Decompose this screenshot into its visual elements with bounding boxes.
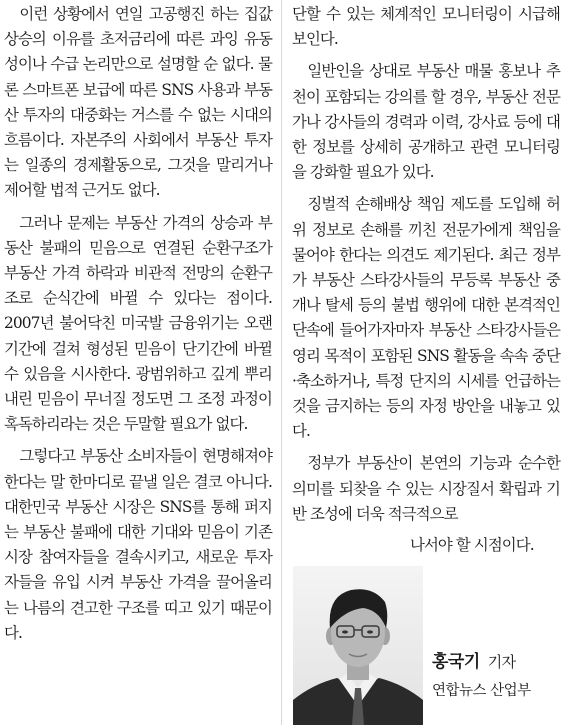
article-paragraph-continued: 단할 수 있는 체계적인 모니터링이 시급해 보인다. (292, 5, 560, 49)
reporter-name-row (432, 650, 572, 674)
reporter-photo (293, 566, 423, 725)
article-closing-line: 나서야 할 시점이다. (410, 536, 534, 554)
column-divider (281, 0, 282, 725)
article-paragraph: 그렇다고 부동산 소비자들이 현명해져야 한다는 말 한마디로 끝낼 일은 결코 아니다. 대한민국 부동산 시장은 SNS를 통해 퍼지는 부동산 불패에 대한 기대와 믿음이 기존 시장 참여자들을 결속시키고, 새로운 투자자들을 유입 시켜 부동산 가격을 끌어올리는 나름의 견고한 구조를 띠고 있기 때문이다. (4, 447, 272, 642)
reporter-name: 홍국기 (432, 652, 480, 672)
article-closing (410, 533, 560, 558)
article-column-left (4, 2, 272, 653)
article-paragraph: 정부가 부동산이 본연의 기능과 순수한 의미를 되찾을 수 있는 시장질서 확립과 기반 조성에 더욱 적극적으로 (292, 454, 560, 523)
article-column-right (292, 2, 560, 534)
reporter-department: 연합뉴스 산업부 (432, 683, 531, 699)
reporter-photo-image (293, 566, 423, 725)
article-paragraph: 그러나 문제는 부동산 가격의 상승과 부동산 불패의 믿음으로 연결된 순환구조가 부동산 가격 하락과 비관적 전망의 순환구조로 순식간에 바뀔 수 있다는 점이다. 2007년 불어닥친 미국발 금융위기는 오랜 기간에 걸쳐 형성된 믿음이 단기간에 바뀔 수 있음을 시사한다. 광범위하고 깊게 뿌리내린 믿음이 무너질 정도면 그 조정 과정이 혹독하리라는 것은 두말할 필요가 없다. (4, 213, 272, 434)
article-paragraph: 일반인을 상대로 부동산 매물 홍보나 추천이 포함되는 강의를 할 경우, 부동산 전문가나 강사들의 경력과 이력, 강사료 등에 대한 정보를 상세히 공개하고 관련 모니터링을 강화할 필요가 있다. (292, 62, 560, 182)
reporter-byline (432, 650, 572, 702)
article-paragraph: 징벌적 손해배상 책임 제도를 도입해 허위 정보로 손해를 끼친 전문가에게 책임을 물어야 한다는 의견도 제기된다. 최근 정부가 부동산 스타강사들의 무등록 부동산 중개나 탈세 등의 불법 행위에 대한 본격적인 단속에 들어가자마자 부동산 스타강사들은 영리 목적이 포함된 SNS 활동을 속속 중단·축소하거나, 특정 단지의 시세를 언급하는 것을 금지하는 등의 자정 방안을 내놓고 있다. (292, 195, 560, 441)
reporter-role: 기자 (487, 653, 516, 671)
article-paragraph: 이런 상황에서 연일 고공행진 하는 집값 상승의 이유를 초저금리에 따른 과잉 유동성이나 수급 논리만으로 설명할 순 없다. 물론 스마트폰 보급에 따른 SNS 사용과 부동산 투자의 대중화는 거스를 수 없는 시대의 흐름이다. 자본주의 사회에서 부동산 투자는 일종의 경제활동으로, 그것을 말리거나 제어할 법적 근거도 없다. (4, 5, 272, 200)
